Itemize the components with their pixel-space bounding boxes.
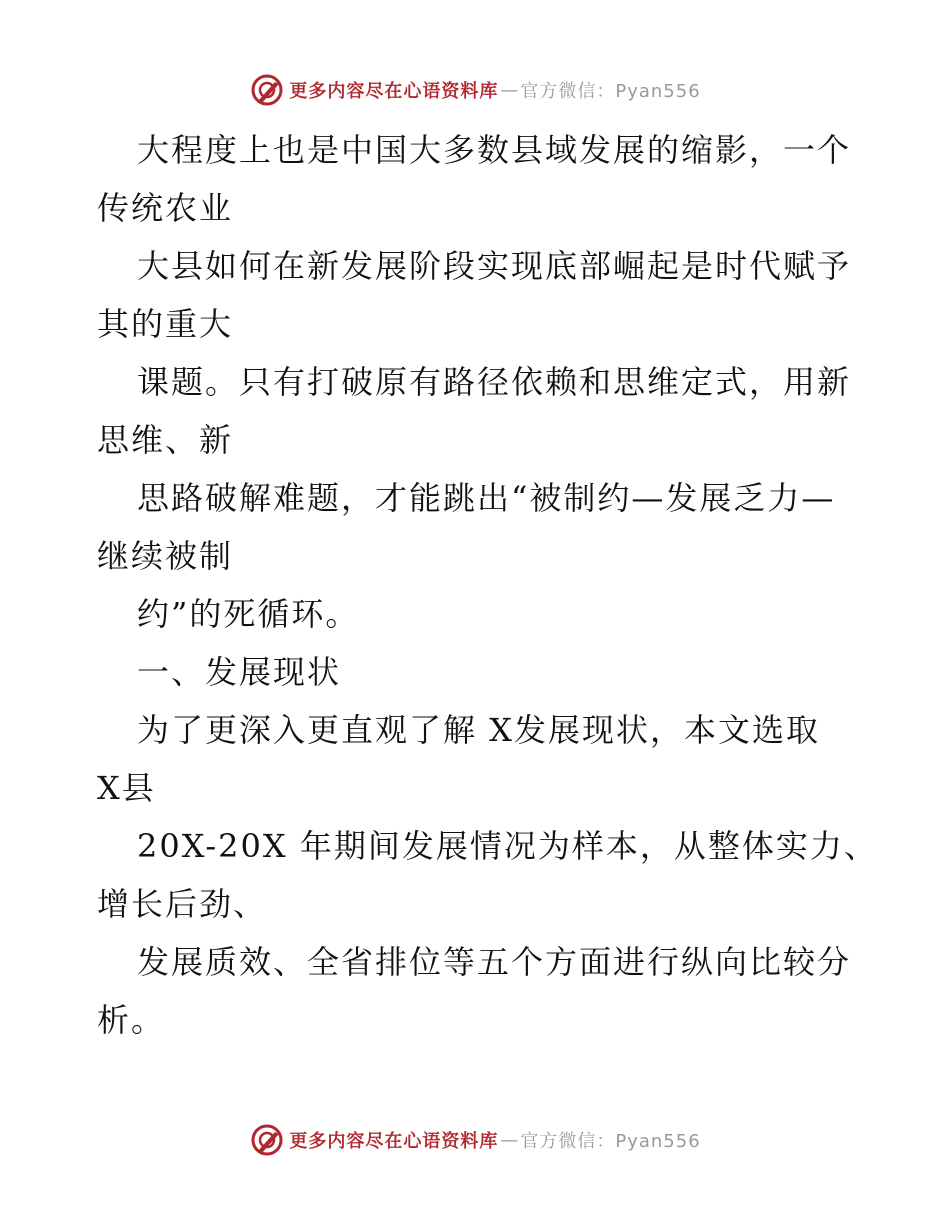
banner-dash: — bbox=[500, 79, 519, 101]
section-heading: 一、发展现状 bbox=[137, 653, 342, 691]
banner-wechat-text: 官方微信：Pyan556 bbox=[520, 81, 701, 102]
paragraph-line: 课题。只有打破原有路径依赖和思维定式，用新 bbox=[137, 363, 852, 401]
paragraph-line: 增长后劲、 bbox=[97, 885, 268, 923]
paragraph-line: 大程度上也是中国大多数县域发展的缩影，一个 bbox=[137, 131, 852, 169]
paragraph-line: 思路破解难题，才能跳出“被制约—发展乏力— bbox=[137, 479, 836, 517]
banner-site-text: 更多内容尽在心语资料库 bbox=[289, 81, 499, 102]
paragraph-line: 其的重大 bbox=[97, 305, 234, 343]
paragraph-line: 析。 bbox=[97, 1001, 166, 1039]
paragraph-line: 继续被制 bbox=[97, 537, 234, 575]
footer-banner bbox=[0, 1120, 950, 1160]
banner-site-text: 更多内容尽在心语资料库 bbox=[289, 1131, 499, 1152]
brand-logo-icon bbox=[249, 1122, 285, 1158]
paragraph-line: 大县如何在新发展阶段实现底部崛起是时代赋予 bbox=[137, 247, 852, 285]
brand-logo-icon bbox=[249, 72, 285, 108]
paragraph-line: 发展质效、全省排位等五个方面进行纵向比较分 bbox=[137, 943, 852, 981]
paragraph-line: 思维、新 bbox=[97, 421, 234, 459]
paragraph-line: 20X-20X 年期间发展情况为样本，从整体实力、 bbox=[137, 827, 878, 865]
paragraph-line: 传统农业 bbox=[97, 189, 234, 227]
header-banner bbox=[0, 70, 950, 110]
paragraph-line: X县 bbox=[97, 769, 156, 807]
banner-wechat-text: 官方微信：Pyan556 bbox=[520, 1131, 701, 1152]
paragraph-line: 约”的死循环。 bbox=[137, 595, 360, 633]
banner-dash: — bbox=[500, 1129, 519, 1151]
paragraph-line: 为了更深入更直观了解 X发展现状，本文选取 bbox=[137, 711, 820, 749]
document-body bbox=[97, 121, 878, 1049]
